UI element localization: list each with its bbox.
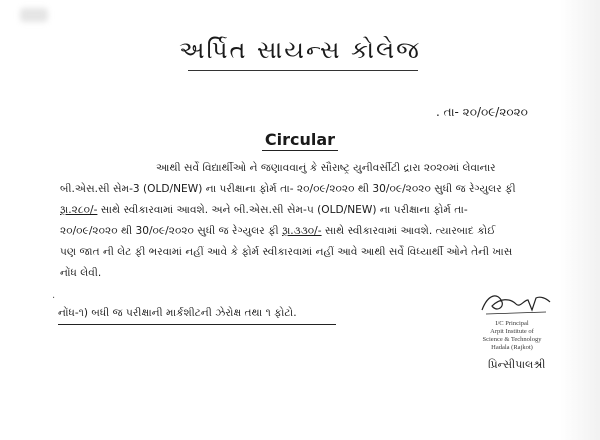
stamp-line-1: I/C Principal	[495, 320, 529, 327]
body-line-4-start: ૨૦/૦૯/૨૦૨૦ થી 30/૦૯/૨૦૨૦ સુધી જ રેગ્યુલર ફી	[60, 225, 283, 237]
note-underline	[58, 324, 336, 325]
principal-designation: પ્રિન્સીપાલશ્રી	[488, 358, 546, 371]
stamp-line-2: Arpit Institute of	[490, 328, 534, 335]
college-title: અર્પિત સાયન્સ કોલેજ	[179, 36, 421, 64]
circular-underline	[262, 150, 338, 151]
fee-sem5: રૂા.૩૩૦/-	[282, 225, 322, 237]
body-line-1: આથી સર્વે વિદ્યાર્થીઓ ને જણાવવાનું કે સૌરાષ્ટ્ર યુનીવર્સીટી દ્રારા ૨૦૨૦માં લેવાનાર	[156, 162, 496, 174]
note-marker: .	[52, 290, 56, 301]
body-line-4-rest: સાથે સ્વીકારવામાં આવશે. ત્યારબાદ કોઈ	[321, 225, 496, 237]
body-line-6: નોંધ લેવી.	[60, 267, 102, 279]
circular-heading: Circular	[264, 130, 336, 149]
scan-shadow-right	[560, 0, 600, 440]
body-line-3	[60, 200, 540, 221]
body-line-4	[60, 221, 540, 242]
stamp-line-4: Hadala (Rajkot)	[491, 344, 533, 351]
body-line-2: બી.એસ.સી સેમ-3 (OLD/NEW) ના પરીક્ષાના ફોર્મ તા- ૨૦/૦૯/૨૦૨૦ થી 30/૦૯/૨૦૨૦ સુધી જ રેગ્યુલર ફી	[60, 183, 516, 195]
stamp-line-3: Science & Technology	[482, 336, 542, 343]
body-line-5: પણ જાત ની લેટ ફી ભરવામાં નહીં આવે કે ફોર્મ સ્વીકારવામાં નહીં આવે આથી સર્વે વિધ્યાર્થી ઓને તેની ખાસ	[60, 246, 513, 258]
body-line-3-rest: સાથે સ્વીકારવામાં આવશે. અને બી.એસ.સી સેમ-૫ (OLD/NEW) ના પરીક્ષાના ફોર્મ તા-	[97, 204, 468, 216]
note-text: નોંધ-૧) બધી જ પરીક્ષાની માર્કશીટની ઝેરોક્ષ તથા ૧ ફોટો.	[58, 307, 297, 319]
scan-smudge	[20, 8, 48, 22]
fee-sem3: રૂા.૨૮૦/-	[60, 204, 98, 216]
principal-signature	[476, 288, 556, 318]
title-underline	[188, 70, 418, 71]
circular-date: . તા- ૨૦/૦૯/૨૦૨૦	[436, 105, 528, 119]
circular-body	[60, 158, 540, 284]
principal-stamp	[462, 320, 562, 352]
